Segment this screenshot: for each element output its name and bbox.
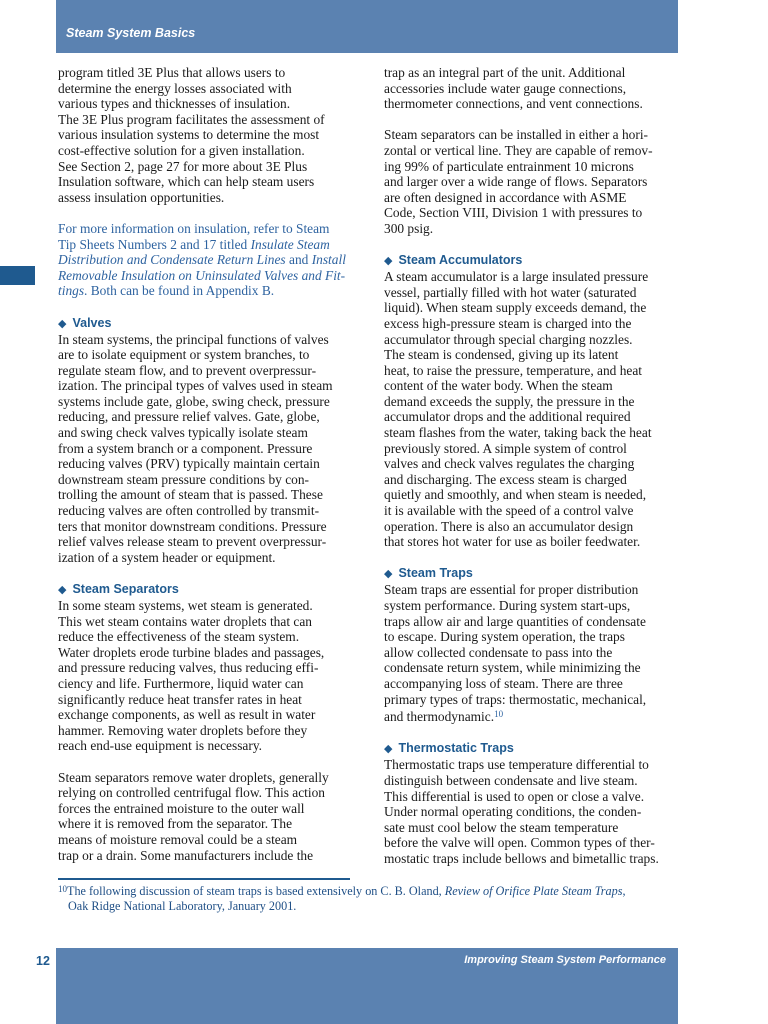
thermostatic-traps-paragraph: Thermostatic traps use temperature differential to distinguish between condensate and live steam. This differential is used to open or close a valve. Under normal operating conditions, the conden- sate must cool below the steam temperature before the valve will open. Common types of ther- mostatic traps include bellows and bimetallic traps. [384, 757, 659, 866]
text-line: See Section 2, page 27 for more about 3E Plus [58, 158, 308, 174]
left-column [58, 65, 352, 863]
section-heading-steam-separators: ◆ Steam Separators [58, 582, 179, 596]
separators-continued-2: Steam separators can be installed in either a hori- zontal or vertical line. They are capable of remov- ing 99% of particulate entrainment 10 microns and larger over a wide range of flows. Separators are often designed in accordance with ASME Code, Section VIII, Division 1 with pressures to 300 psig. [384, 127, 653, 236]
accumulators-paragraph: A steam accumulator is a large insulated pressure vessel, partially filled with hot water (saturated liquid). When steam supply exceeds demand, the excess high-pressure steam is charged into the accumulator through special charging nozzles. The steam is condensed, giving up its latent heat, to raise the pressure, temperature, and heat content of the water body. When the steam demand exceeds the supply, the pressure in the accumulator drops and the additional required steam flashes from the water, taking back the heat previously stored. A simple system of control valves and check valves regulates the charging and discharging. The excess steam is charged quietly and smoothly, and when steam is needed, it is available with the speed of a control valve operation. There is also an accumulator design that stores hot water for use as boiler feedwater. [384, 269, 652, 550]
insulation-intro [58, 65, 352, 205]
footnote-number: 10 [58, 884, 67, 894]
diamond-icon: ◆ [384, 255, 393, 268]
footnote-divider [58, 878, 350, 880]
section-tab-marker [0, 266, 35, 285]
separators-continued-1: trap as an integral part of the unit. Additional accessories include water gauge connections, thermometer connections, and vent connections. [384, 65, 643, 112]
more-info-link-paragraph[interactable]: For more information on insulation, refer to Steam Tip Sheets Numbers 2 and 17 titled Insulate Steam Distribution and Condensate Return Lines and Install Removable Insulation on Uninsulated Valves and Fit- tings. Both can be found in Appendix B. [58, 221, 352, 299]
text-line: various types and thicknesses of insulation. [58, 96, 291, 112]
text-line: The 3E Plus program facilitates the assessment of [58, 111, 325, 127]
footer-title: Improving Steam System Performance [464, 954, 666, 966]
diamond-icon: ◆ [58, 317, 67, 330]
steam-traps-paragraph: Steam traps are essential for proper distribution system performance. During system start-ups, traps allow air and large quantities of condensate to escape. During system operation, the traps allow collected condensate to pass into the condensate return system, while minimizing the accompanying loss of steam. There are three primary types of traps: thermostatic, mechanical, and thermodynamic.$^{10}$ [384, 582, 647, 725]
header-title: Steam System Basics [66, 26, 196, 40]
page-number: 12 [36, 954, 50, 968]
footnote-reference[interactable]: 10 [494, 709, 504, 720]
diamond-icon: ◆ [384, 743, 393, 756]
section-heading-thermostatic-traps: ◆ Thermostatic Traps [384, 741, 514, 756]
text-line: various insulation systems to determine the most [58, 127, 320, 143]
footnote: $^{10}$The following discussion of steam traps is based extensively on C. B. Oland, Review of Orifice Plate Steam Traps, Oak Ridge National Laboratory, January 2001. [58, 882, 678, 914]
valves-paragraph: In steam systems, the principal functions of valves are to isolate equipment or system branches, to regulate steam flow, and to prevent overpressur- ization. The principal types of valves used in steam systems include gate, globe, swing check, pressure reducing, and pressure relief valves. Gate, globe, and swing check valves typically isolate steam from a system branch or a component. Pressure reducing valves (PRV) typically maintain certain downstream steam pressure conditions by con- trolling the amount of steam that is passed. These reducing valves are often controlled by transmit- ters that monitor downstream conditions. Pressure relief valves release steam to prevent overpressur- ization of a system header or equipment. [58, 331, 333, 565]
right-column [384, 65, 680, 867]
header-bar [56, 0, 678, 53]
section-heading-steam-accumulators: ◆ Steam Accumulators [384, 253, 523, 268]
footer-bar [56, 948, 678, 1024]
text-line: assess insulation opportunities. [58, 189, 225, 205]
text-line: determine the energy losses associated with [58, 80, 292, 96]
footnote-line: Oak Ridge National Laboratory, January 2001. [68, 899, 297, 913]
section-heading-valves: ◆ Valves [58, 315, 112, 330]
text-line: Insulation software, which can help steam users [58, 174, 315, 190]
diamond-icon: ◆ [384, 568, 393, 581]
separators-paragraph-2: Steam separators remove water droplets, generally relying on controlled centrifugal flow. This action forces the entrained moisture to the outer wall where it is removed from the separator. The means of moisture removal could be a steam trap or a drain. Some manufacturers include the [58, 769, 329, 863]
diamond-icon: ◆ [58, 584, 67, 596]
section-heading-steam-traps: ◆ Steam Traps [384, 566, 473, 581]
text-line: program titled 3E Plus that allows users to [58, 65, 286, 80]
text-line: cost-effective solution for a given installation. [58, 142, 305, 158]
separators-paragraph-1: In some steam systems, wet steam is generated. This wet steam contains water droplets that can reduce the effectiveness of the steam system. Water droplets erode turbine blades and passages, and pressure reducing valves, thus reducing effi- ciency and life. Furthermore, liquid water can significantly reduce heat transfer rates in heat exchange components, as well as result in water hammer. Removing water droplets before they reach end-use equipment is necessary. [58, 598, 325, 754]
text-line: For more information on insulation, refer to Steam [58, 220, 330, 236]
